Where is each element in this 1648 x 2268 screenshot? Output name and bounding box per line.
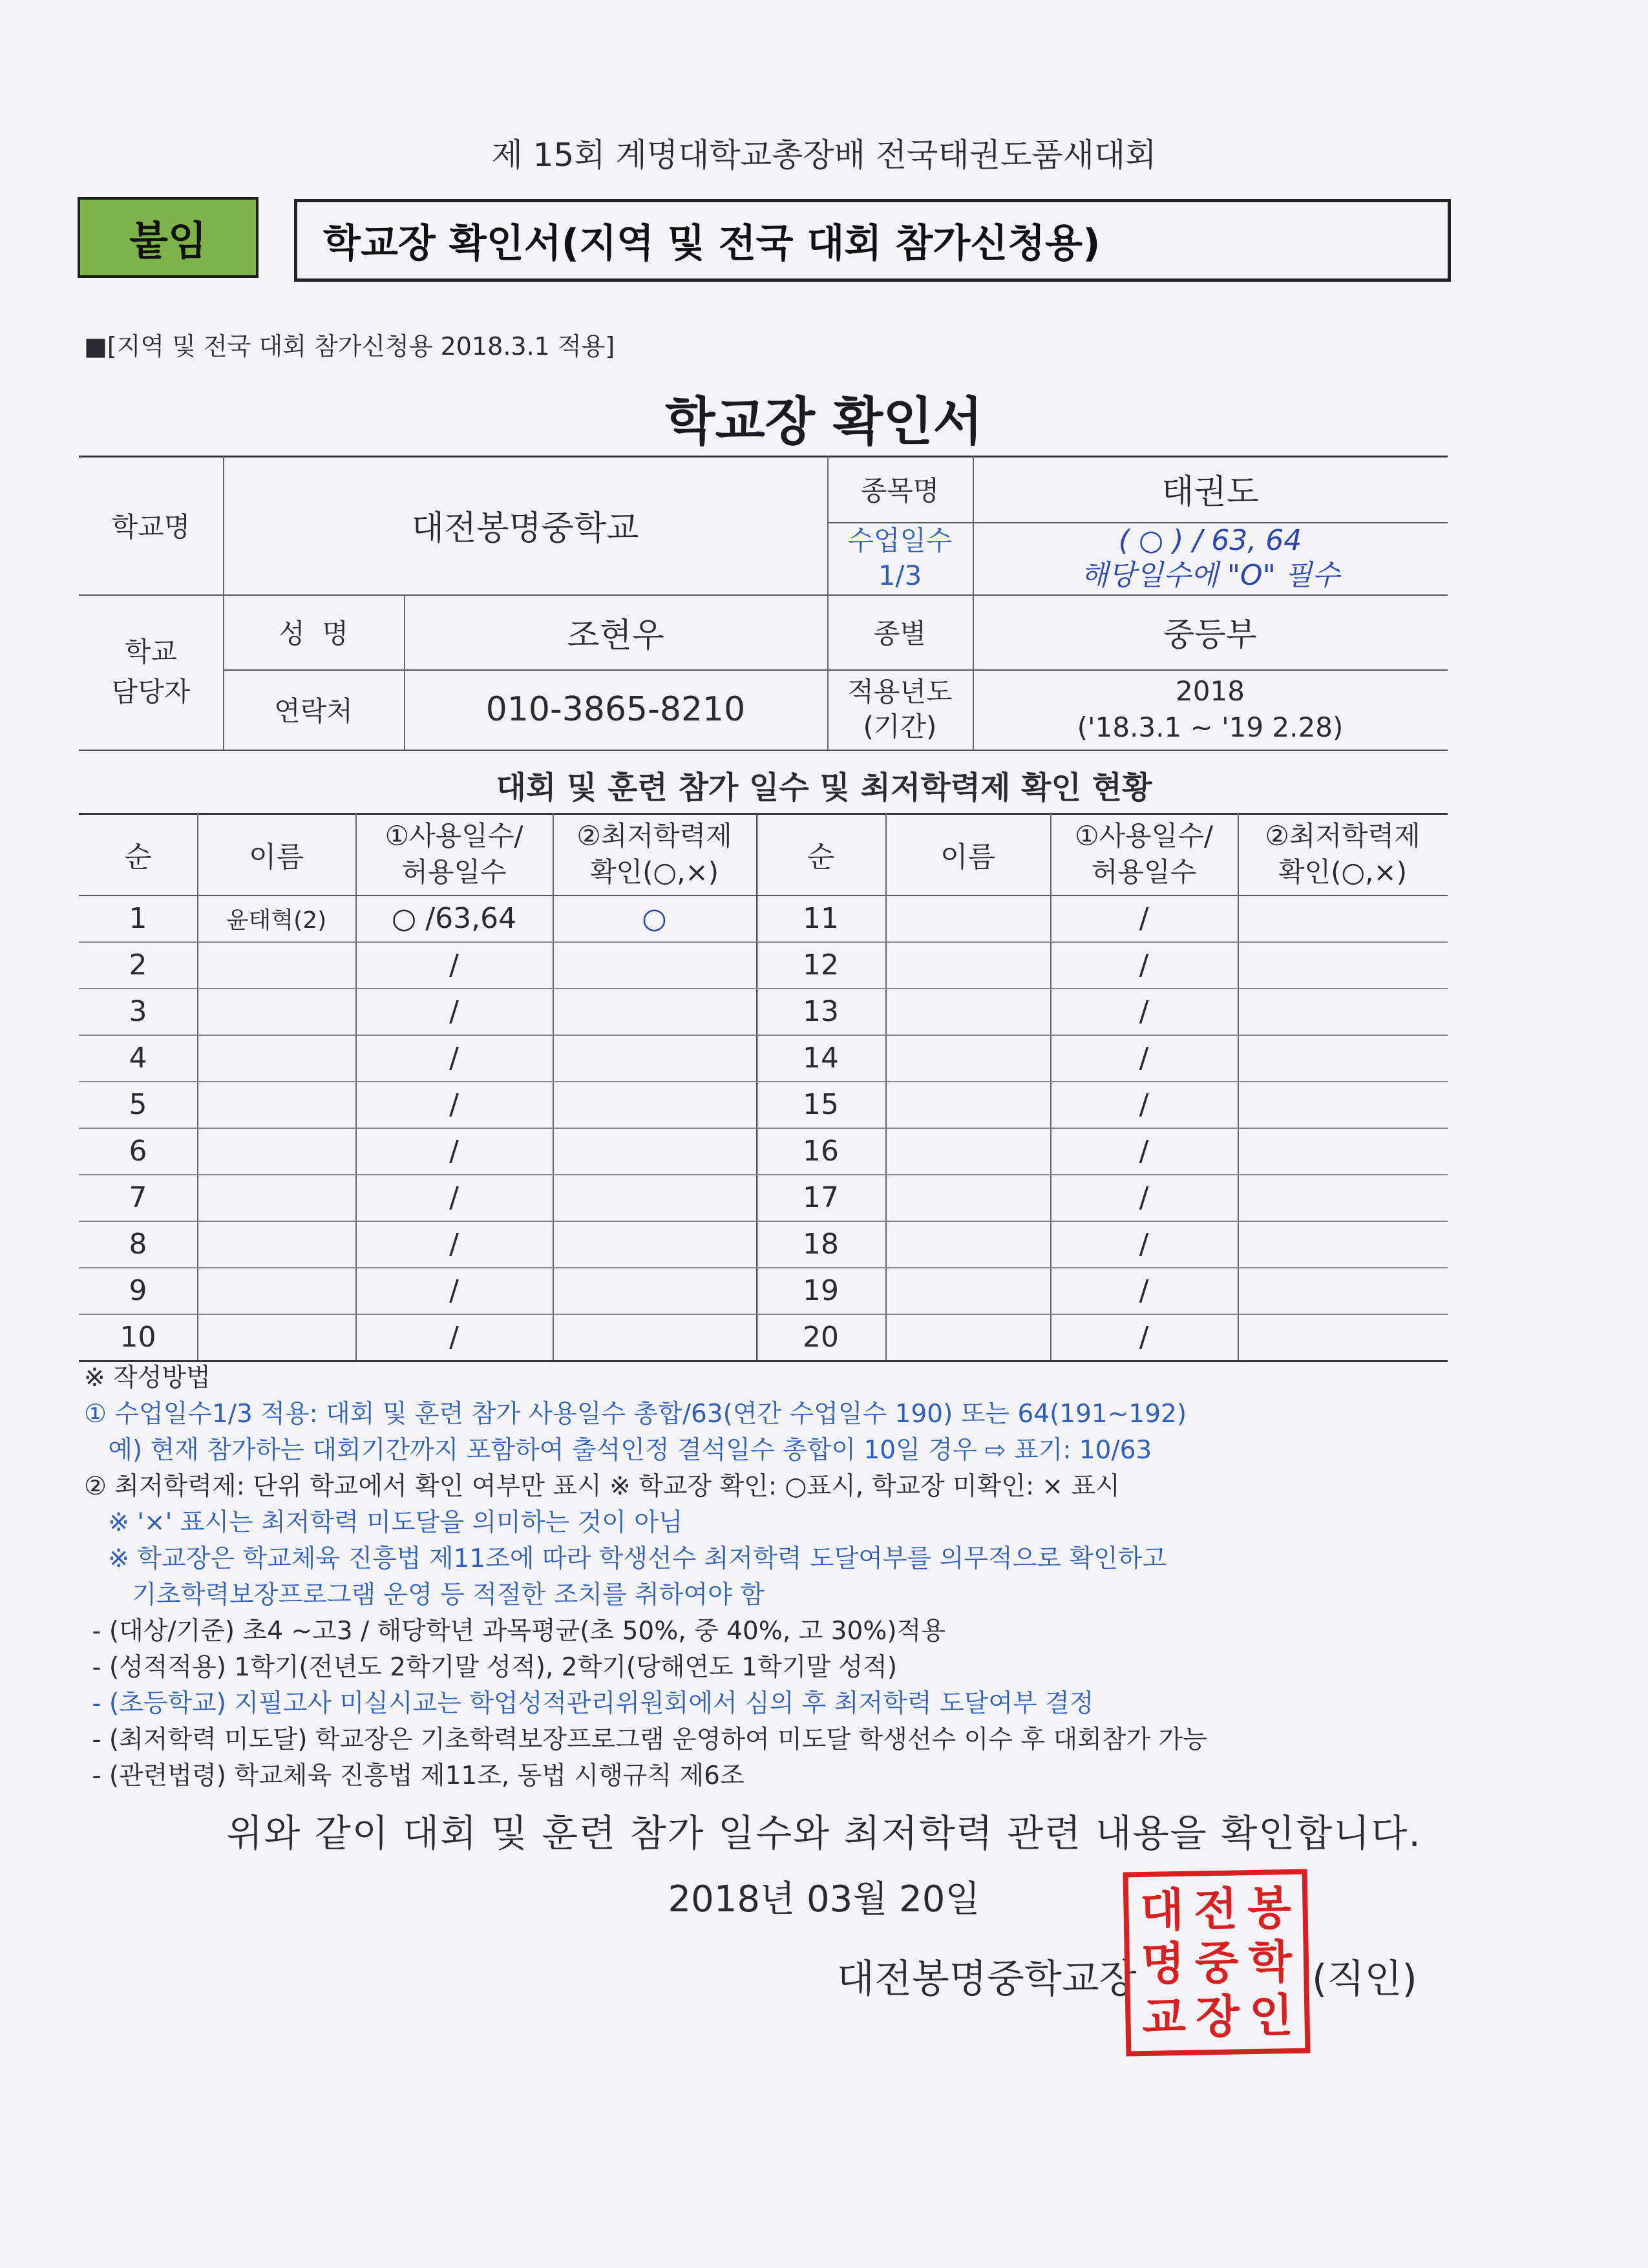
header-days-left-line2: 허용일수 — [401, 856, 507, 888]
table-cell-seq: 11 — [803, 901, 839, 935]
table-row-divider — [756, 1314, 1448, 1315]
table-cell-seq: 7 — [129, 1181, 147, 1214]
table-cell-seq: 6 — [129, 1134, 147, 1168]
table-cell-name — [885, 941, 1050, 988]
table-cell-seq: 5 — [129, 1087, 147, 1121]
table-row-divider — [756, 1221, 1448, 1222]
instruction-line: 기초학력보장프로그램 운영 등 적절한 조치를 취하여야 함 — [84, 1580, 765, 1610]
seal-glyph: 전 — [1193, 1882, 1238, 1937]
instruction-line: - (성적적용) 1학기(전년도 2학기말 성적), 2학기(당해연도 1학기말 성적) — [84, 1653, 898, 1682]
seal-glyph: 명 — [1140, 1937, 1186, 1991]
table-cell-seq: 8 — [129, 1227, 147, 1261]
seal-glyph: 장 — [1195, 1989, 1240, 2044]
table-cell-seq: 19 — [803, 1274, 839, 1307]
table-cell-days: / — [449, 994, 459, 1028]
table-cell-days: / — [449, 948, 459, 982]
competition-title: 제 15회 계명대학교총장배 전국태권도품새대회 — [491, 136, 1157, 174]
instruction-line: ※ 학교장은 학교체육 진흥법 제11조에 따라 학생선수 최저학력 도달여부를 의무적으로 확인하고 — [84, 1544, 1167, 1573]
table-cell-check — [553, 941, 756, 988]
header-min-left — [553, 813, 756, 895]
table-cell-check — [553, 1314, 756, 1360]
header-days-right-line2: 허용일수 — [1091, 856, 1197, 888]
table-row-divider — [79, 1081, 756, 1082]
instruction-line: - (관련법령) 학교체육 진흥법 제11조, 동법 시행규칙 제6조 — [84, 1761, 745, 1790]
header-min-right-line1: ②최저학력제 — [1265, 819, 1421, 852]
table-row-divider — [79, 941, 756, 943]
header-min-right — [1238, 813, 1448, 895]
manager-label-line2: 담당자 — [111, 676, 191, 708]
category-value: 중등부 — [1163, 616, 1257, 653]
table-cell-name — [197, 1174, 355, 1221]
header-name-right: 이름 — [940, 840, 995, 874]
table-cell-seq: 20 — [803, 1320, 839, 1354]
table-cell-check — [553, 1267, 756, 1314]
table-cell-seq: 9 — [129, 1274, 147, 1307]
instructions — [84, 1360, 1207, 1794]
table-cell-name: 윤태혁(2) — [226, 907, 327, 934]
class-days-value-line2: 해당일수에 "O" 필수 — [1081, 559, 1340, 592]
table-row-divider — [79, 1267, 756, 1268]
table-row-divider — [756, 1128, 1448, 1129]
header-days-left — [355, 813, 553, 895]
header-days-right — [1050, 813, 1238, 895]
header-days-right-line1: ①사용일수/ — [1074, 819, 1214, 852]
table-cell-seq: 13 — [803, 994, 839, 1028]
table-cell-name — [885, 895, 1050, 941]
year-value-line2: ('18.3.1 ~ '19 2.28) — [1077, 711, 1344, 743]
official-seal — [1123, 1869, 1311, 2057]
table-cell-seq: 15 — [803, 1087, 839, 1121]
document-header-text: 학교장 확인서(지역 및 전국 대회 참가신청용) — [323, 221, 1101, 266]
table-row-divider — [756, 1034, 1448, 1036]
table-row-divider — [756, 1267, 1448, 1268]
class-days-value — [973, 522, 1448, 594]
document-date: 2018년 03월 20일 — [668, 1878, 980, 1920]
contact-value: 010-3865-8210 — [485, 690, 746, 729]
table-cell-name — [885, 1081, 1050, 1128]
instruction-line: ※ '×' 표시는 최저학력 미도달을 의미하는 것이 아님 — [84, 1508, 683, 1537]
table-row-divider — [79, 1034, 756, 1036]
table-cell-check — [1238, 1081, 1448, 1128]
table-cell-check — [553, 1128, 756, 1174]
table-cell-check — [553, 1034, 756, 1081]
event-label: 종목명 — [860, 474, 940, 507]
table-cell-days: / — [449, 1134, 459, 1168]
table-cell-name — [885, 988, 1050, 1034]
table-cell-days: / — [1139, 1087, 1149, 1121]
table-cell-days: / — [1139, 994, 1149, 1028]
table-cell-name — [885, 1314, 1050, 1360]
instruction-line: 예) 현재 참가하는 대회기간까지 포함하여 출석인정 결석일수 총합이 10일 경우 ⇨ 표기: 10/63 — [84, 1436, 1152, 1465]
table-cell-check — [1238, 1314, 1448, 1360]
document-header — [294, 199, 1451, 282]
seal-glyph: 중 — [1194, 1935, 1240, 1990]
table-row-divider — [79, 1174, 756, 1175]
table-row-divider — [79, 1128, 756, 1129]
table-cell-check — [1238, 1221, 1448, 1267]
table-cell-days: / — [1139, 1274, 1149, 1307]
seal-glyph: 대 — [1139, 1883, 1185, 1937]
table-cell-name — [885, 1267, 1050, 1314]
table-cell-days: / — [1139, 1227, 1149, 1261]
table-cell-seq: 2 — [129, 948, 147, 982]
table-cell-days: / — [1139, 901, 1149, 935]
table-cell-name — [197, 941, 355, 988]
table-row-divider — [79, 1221, 756, 1222]
table-cell-seq: 12 — [803, 948, 839, 982]
table-row-divider — [756, 988, 1448, 989]
year-label-line2: (기간) — [863, 711, 937, 742]
table-cell-name — [197, 1081, 355, 1128]
table-cell-check — [553, 1221, 756, 1267]
table-cell-name — [197, 1221, 355, 1267]
table-cell-check — [1238, 988, 1448, 1034]
table-cell-seq: 1 — [129, 901, 147, 935]
table-cell-days: / — [449, 1041, 459, 1075]
table-cell-check — [1238, 941, 1448, 988]
seal-glyph: 봉 — [1247, 1881, 1292, 1935]
table-cell-days: / — [449, 1274, 459, 1307]
year-label-line1: 적용년도 — [847, 676, 953, 708]
table-cell-seq: 4 — [129, 1041, 147, 1075]
table-cell-name — [197, 1128, 355, 1174]
table-cell-seq: 3 — [129, 994, 147, 1028]
class-days-label-line1: 수업일수 — [847, 525, 953, 556]
table-cell-check — [553, 1081, 756, 1128]
table-cell-days: ○ /63,64 — [391, 901, 517, 935]
instruction-line: ② 최저학력제: 단위 학교에서 확인 여부만 표시 ※ 학교장 확인: ○표시, 학교장 미확인: × 표시 — [84, 1472, 1120, 1501]
class-days-label-line2: 1/3 — [878, 560, 922, 591]
table-cell-name — [197, 988, 355, 1034]
instruction-line: - (초등학교) 지필고사 미실시교는 학업성적관리위원회에서 심의 후 최저학력 도달여부 결정 — [84, 1689, 1094, 1718]
year-label — [827, 669, 973, 750]
seal-label: (직인) — [1312, 1957, 1417, 2002]
table-cell-check — [1238, 1267, 1448, 1314]
table-cell-name — [197, 1034, 355, 1081]
table-cell-check — [1238, 1174, 1448, 1221]
header-min-left-line1: ②최저학력제 — [576, 819, 732, 852]
table-cell-name — [885, 1221, 1050, 1267]
table-cell-days: / — [1139, 1041, 1149, 1075]
principal-title: 대전봉명중학교장 — [837, 1957, 1137, 2002]
name-label: 성 명 — [279, 618, 348, 649]
contact-label: 연락처 — [274, 695, 353, 727]
table-cell-days: / — [449, 1320, 459, 1354]
table-cell-name — [885, 1128, 1050, 1174]
event-value: 태권도 — [1161, 473, 1259, 512]
table-cell-name — [885, 1034, 1050, 1081]
category-label: 종별 — [873, 618, 927, 649]
header-min-right-line2: 확인(○,×) — [1278, 856, 1408, 888]
header-seq-right: 순 — [807, 840, 835, 874]
school-name: 대전봉명중학교 — [411, 509, 639, 548]
table-cell-days: / — [1139, 1181, 1149, 1214]
table-row-divider — [756, 941, 1448, 943]
table-cell-name — [197, 1267, 355, 1314]
class-days-label — [827, 522, 973, 594]
manager-label — [79, 594, 223, 750]
instruction-line: - (대상/기준) 초4 ~고3 / 해당학년 과목평균(초 50%, 중 40%, 고 30%)적용 — [84, 1617, 945, 1646]
table-cell-seq: 17 — [803, 1181, 839, 1214]
name-value: 조현우 — [567, 616, 664, 655]
table-cell-name — [885, 1174, 1050, 1221]
seal-glyph: 학 — [1247, 1935, 1293, 1989]
header-name-left: 이름 — [248, 840, 304, 874]
instruction-line: - (최저학력 미도달) 학교장은 기초학력보장프로그램 운영하여 미도달 학생선수 이수 후 대회참가 가능 — [84, 1725, 1207, 1754]
class-days-value-line1: ( ○ ) / 63, 64 — [1118, 524, 1302, 557]
header-days-left-line1: ①사용일수/ — [385, 819, 523, 852]
year-value — [973, 669, 1448, 750]
table-cell-name — [197, 1314, 355, 1360]
table-cell-check — [1238, 1128, 1448, 1174]
table-row-divider — [756, 1081, 1448, 1082]
seal-glyph: 교 — [1141, 1990, 1187, 2044]
manager-label-line1: 학교 — [124, 636, 178, 667]
table-cell-days: / — [1139, 948, 1149, 982]
instruction-line: ※ 작성방법 — [84, 1363, 211, 1392]
confirmation-statement: 위와 같이 대회 및 훈련 참가 일수와 최저학력 관련 내용을 확인합니다. — [226, 1811, 1422, 1855]
school-label: 학교명 — [111, 510, 191, 543]
year-value-line1: 2018 — [1176, 675, 1245, 707]
table-cell-seq: 16 — [803, 1134, 839, 1168]
header-seq-left: 순 — [124, 840, 152, 874]
instruction-line: ① 수업일수1/3 적용: 대회 및 훈련 참가 사용일수 총합/63(연간 수업일수 190) 또는 64(191~192) — [84, 1400, 1187, 1429]
table-row-divider — [756, 1174, 1448, 1175]
application-note: ■[지역 및 전국 대회 참가신청용 2018.3.1 적용] — [84, 332, 615, 361]
table-cell-days: / — [449, 1227, 459, 1261]
table-row-divider — [79, 988, 756, 989]
table-cell-check — [553, 1174, 756, 1221]
page-title: 학교장 확인서 — [665, 392, 983, 452]
table-cell-days: / — [1139, 1320, 1149, 1354]
table-cell-check: ○ — [642, 901, 667, 935]
table-row-divider — [79, 1314, 756, 1315]
table-cell-check — [1238, 1034, 1448, 1081]
section-title: 대회 및 훈련 참가 일수 및 최저학력제 확인 현황 — [496, 770, 1152, 806]
table-cell-days: / — [449, 1181, 459, 1214]
table-cell-seq: 10 — [120, 1320, 156, 1354]
table-cell-seq: 18 — [803, 1227, 839, 1261]
table-cell-seq: 14 — [803, 1041, 839, 1075]
header-min-left-line2: 확인(○,×) — [589, 856, 719, 888]
table-cell-check — [1238, 895, 1448, 941]
table-cell-days: / — [1139, 1134, 1149, 1168]
attachment-badge: 붙임 — [78, 197, 259, 278]
seal-glyph: 인 — [1249, 1988, 1294, 2042]
table-cell-check — [553, 988, 756, 1034]
table-cell-days: / — [449, 1087, 459, 1121]
